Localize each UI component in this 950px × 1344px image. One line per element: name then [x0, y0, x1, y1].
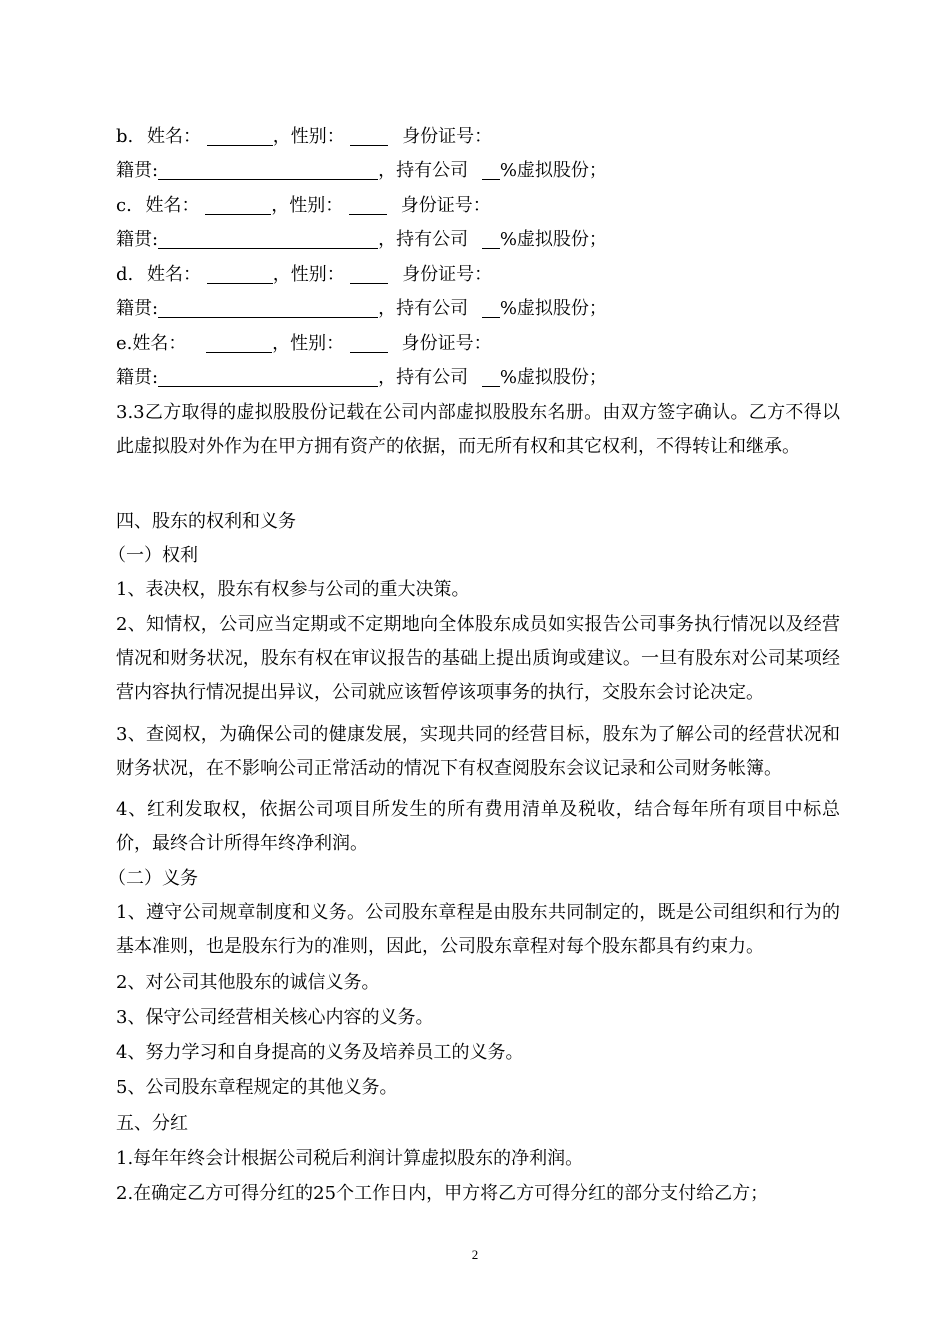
clause-3-3: 3.3乙方取得的虚拟股股份记载在公司内部虚拟股股东名册。由双方签字确认。乙方不得以此虚拟股对外作为在甲方拥有资产的依据，而无所有权和其它权利，不得转让和继承。	[116, 402, 840, 457]
duty-item: 2、对公司其他股东的诚信义务。	[116, 972, 380, 993]
percent-blank	[482, 366, 500, 387]
name-blank	[207, 125, 273, 146]
name-label: 姓名：	[146, 264, 201, 285]
id-label: 身份证号：	[401, 333, 492, 354]
shareholder-c-origin-line	[116, 223, 844, 257]
origin-label: 籍贯:	[116, 160, 159, 181]
origin-blank	[158, 297, 378, 318]
percent-blank	[482, 297, 500, 318]
hold-text: ，持有公司	[378, 298, 469, 319]
duty-item: 1、遵守公司规章制度和义务。公司股东章程是由股东共同制定的，既是公司组织和行为的基本准则，也是股东行为的准则，因此，公司股东章程对每个股东都具有约束力。	[116, 902, 840, 957]
page-number: 2	[471, 1247, 479, 1262]
gender-label: ，性别：	[272, 126, 345, 147]
shareholder-b-line	[116, 120, 844, 154]
id-label: 身份证号：	[402, 264, 493, 285]
duty-item: 5、公司股东章程规定的其他义务。	[116, 1077, 398, 1098]
right-item: 3、查阅权，为确保公司的健康发展，实现共同的经营目标，股东为了解公司的经营状况和财务状况，在不影响公司正常活动的情况下有权查阅股东会议记录和公司财务帐簿。	[116, 724, 840, 779]
origin-blank	[158, 366, 378, 387]
id-label: 身份证号：	[402, 126, 493, 147]
section-4-title: 四、股东的权利和义务	[116, 511, 296, 532]
dividend-item: 2.在确定乙方可得分红的25个工作日内，甲方将乙方可得分红的部分支付给乙方；	[116, 1183, 769, 1204]
rights-title: （一）权利	[108, 545, 198, 566]
hold-text: ，持有公司	[378, 367, 469, 388]
origin-label: 籍贯:	[116, 229, 159, 250]
hold-text: ，持有公司	[378, 160, 469, 181]
percent-text: %虚拟股份；	[499, 160, 607, 181]
percent-text: %虚拟股份；	[499, 367, 607, 388]
duty-item: 4、努力学习和自身提高的义务及培养员工的义务。	[116, 1042, 524, 1063]
gender-blank	[349, 194, 387, 215]
gender-label: ，性别：	[271, 195, 344, 216]
shareholder-d-origin-line	[116, 292, 844, 326]
gender-label: ，性别：	[272, 264, 345, 285]
name-blank	[206, 332, 272, 353]
origin-label: 籍贯:	[116, 367, 159, 388]
origin-blank	[158, 228, 378, 249]
name-label: 姓名：	[132, 333, 187, 354]
item-letter: c.	[116, 195, 132, 216]
right-item: 1、表决权，股东有权参与公司的重大决策。	[116, 579, 470, 600]
item-letter: e.	[116, 333, 133, 354]
gender-blank	[350, 125, 388, 146]
dividend-item: 1.每年年终会计根据公司税后利润计算虚拟股东的净利润。	[116, 1148, 584, 1169]
percent-text: %虚拟股份；	[499, 298, 607, 319]
origin-blank	[158, 159, 378, 180]
item-letter: b.	[116, 126, 134, 147]
gender-label: ，性别：	[272, 333, 345, 354]
id-label: 身份证号：	[400, 195, 491, 216]
right-item: 4、红利发取权，依据公司项目所发生的所有费用清单及税收，结合每年所有项目中标总价，最终合计所得年终净利润。	[116, 799, 840, 854]
shareholder-e-origin-line	[116, 361, 844, 395]
item-letter: d.	[116, 264, 134, 285]
name-label: 姓名：	[146, 126, 201, 147]
shareholder-c-line	[116, 189, 844, 223]
percent-blank	[482, 228, 500, 249]
name-label: 姓名：	[145, 195, 200, 216]
duties-title: （二）义务	[108, 868, 198, 889]
name-blank	[205, 194, 271, 215]
shareholder-b-origin-line	[116, 154, 844, 188]
name-blank	[207, 263, 273, 284]
gender-blank	[350, 263, 388, 284]
shareholder-e-line	[116, 327, 844, 361]
percent-blank	[482, 159, 500, 180]
percent-text: %虚拟股份；	[499, 229, 607, 250]
duty-item: 3、保守公司经营相关核心内容的义务。	[116, 1007, 434, 1028]
section-5-title: 五、分红	[116, 1113, 188, 1134]
hold-text: ，持有公司	[378, 229, 469, 250]
right-item: 2、知情权，公司应当定期或不定期地向全体股东成员如实报告公司事务执行情况以及经营情况和财务状况，股东有权在审议报告的基础上提出质询或建议。一旦有股东对公司某项经营内容执行情况提出异议，公司就应该暂停该项事务的执行，交股东会讨论决定。	[116, 614, 840, 703]
shareholder-d-line	[116, 258, 844, 292]
origin-label: 籍贯:	[116, 298, 159, 319]
gender-blank	[350, 332, 388, 353]
